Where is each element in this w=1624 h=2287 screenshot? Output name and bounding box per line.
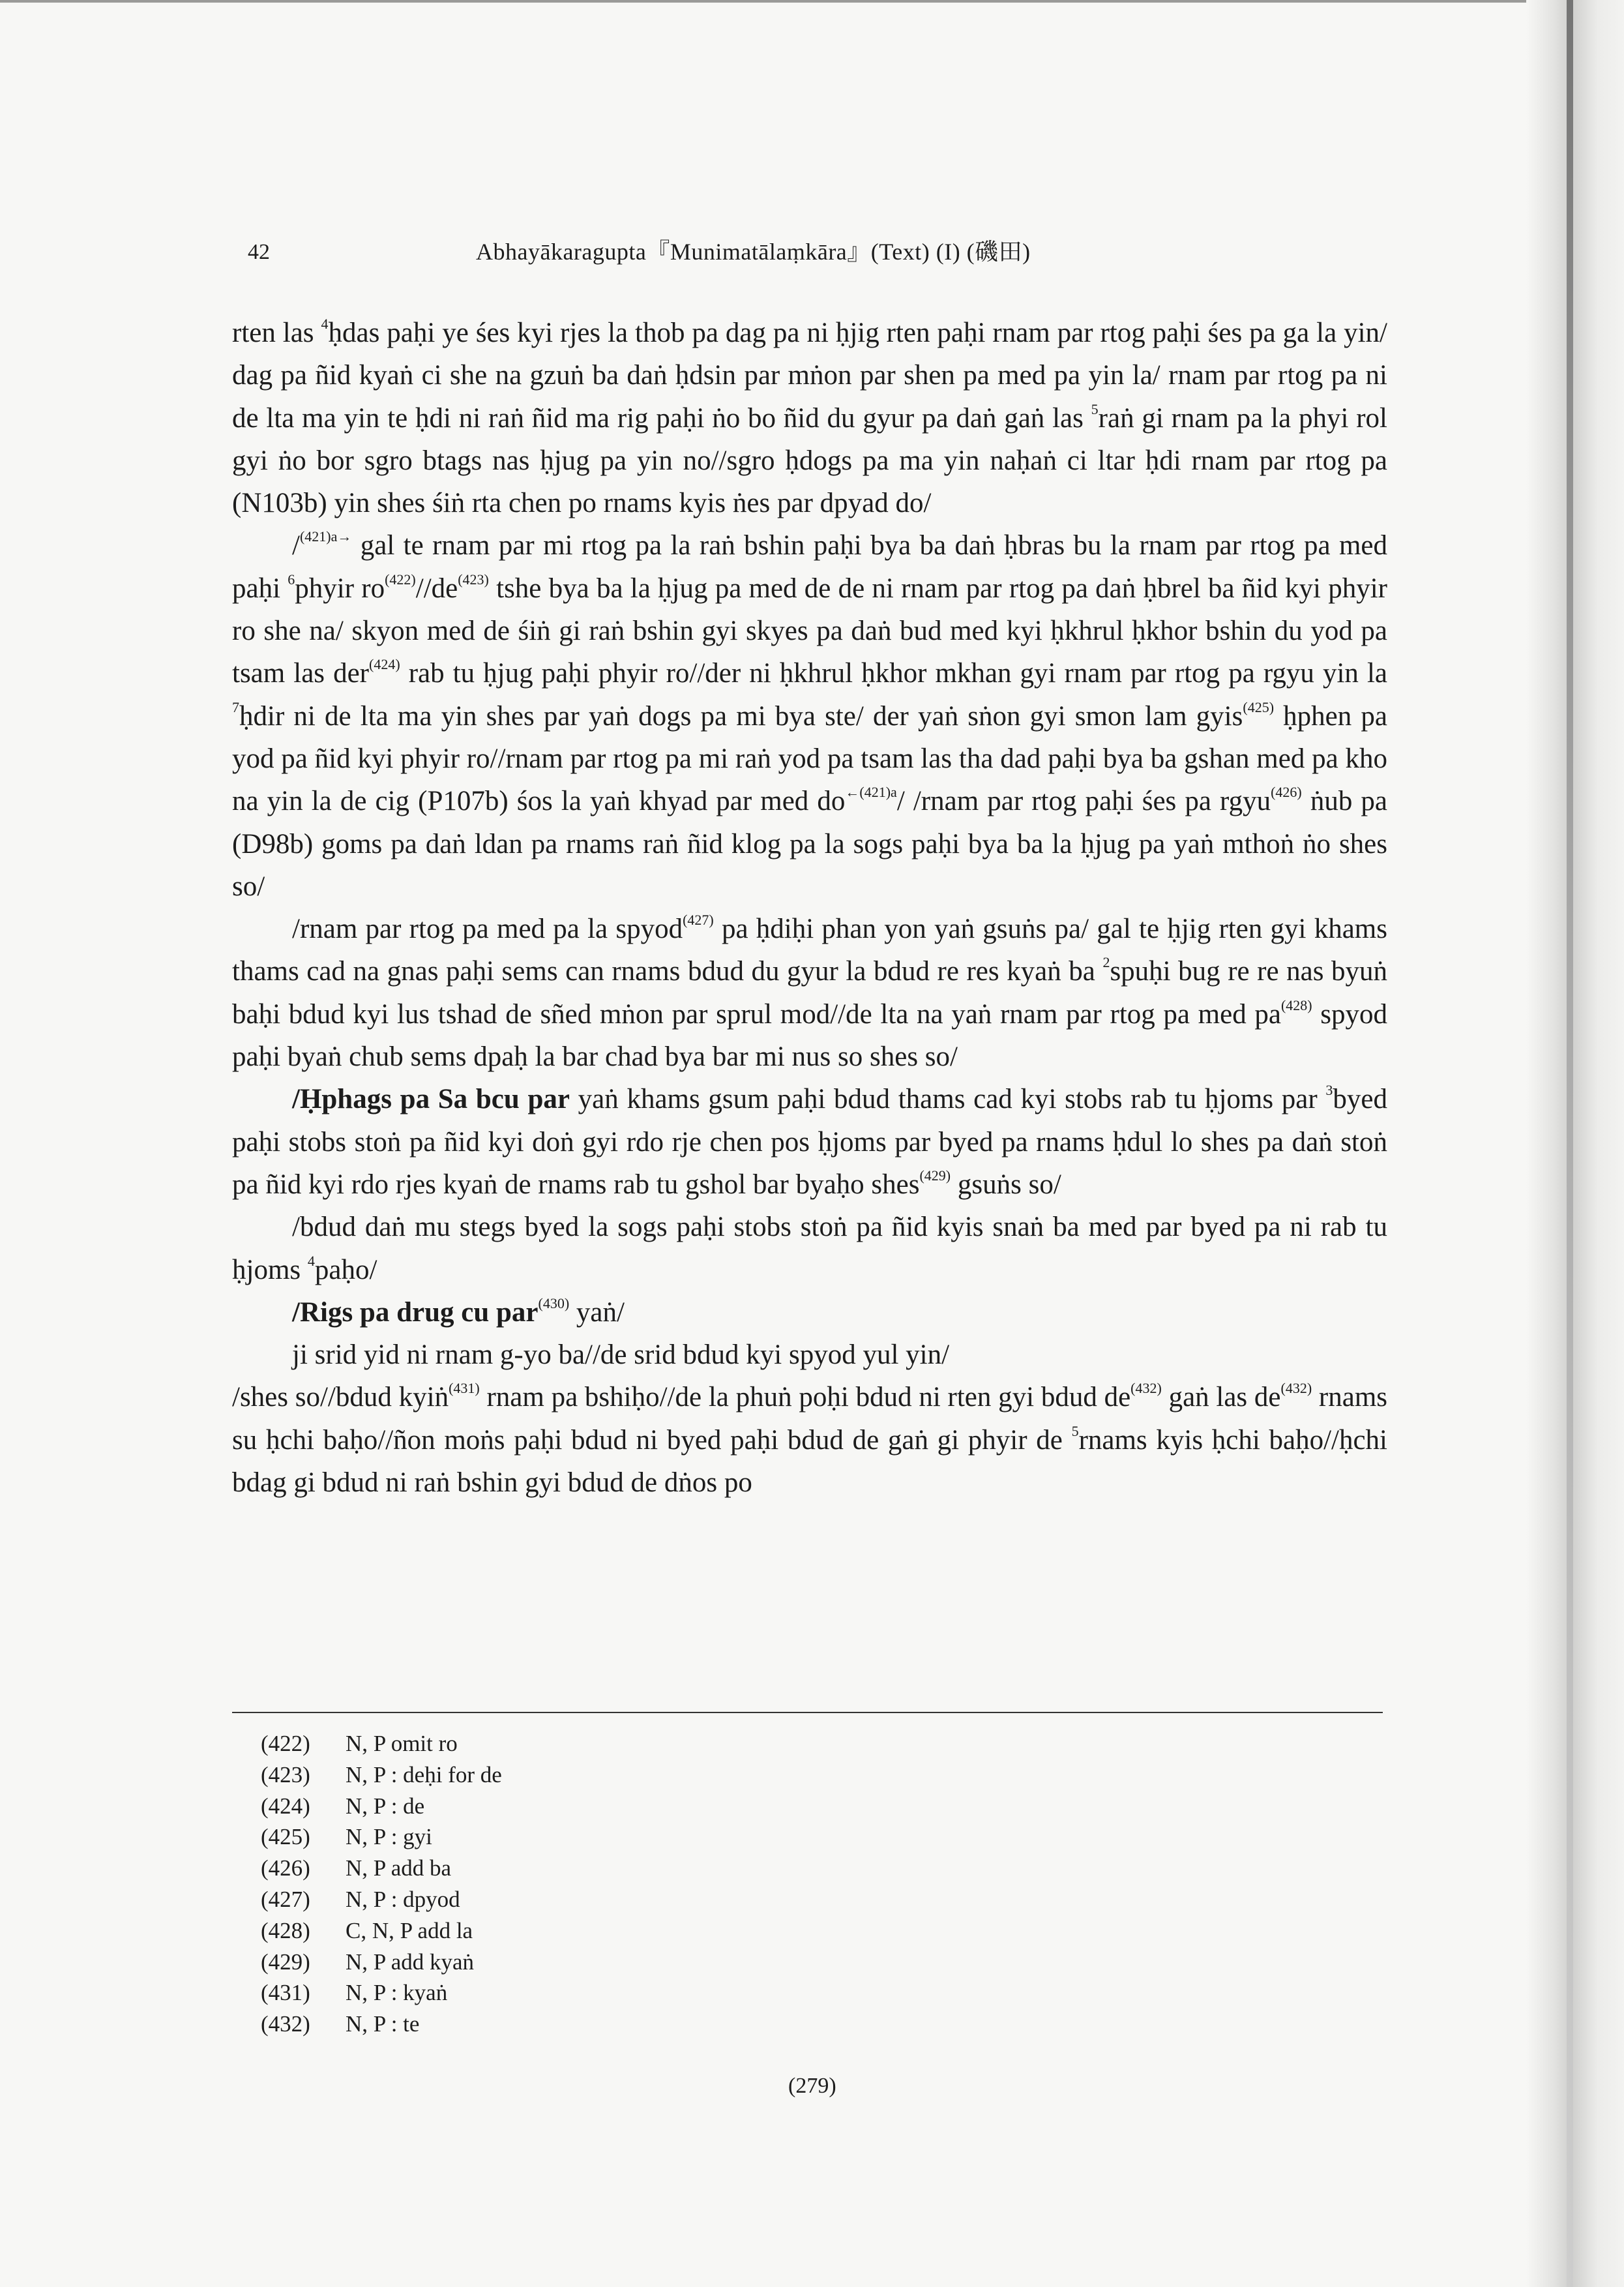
- footnote: (422) N, P omit ro: [261, 1731, 458, 1756]
- footnote: (429) N, P add kyaṅ: [261, 1949, 475, 1975]
- cited-text-title: /Rigs pa drug cu par: [292, 1296, 539, 1328]
- paragraph-6: /Rigs pa drug cu par$^{(430)}$ yaṅ/: [292, 1294, 625, 1328]
- footnote: (426) N, P add ba: [261, 1855, 452, 1881]
- paragraph-5: /bdud daṅ mu stegs byed la sogs paḥi stobs stoṅ pa ñid kyis snaṅ ba med par byed pa ni rab tu ḥjoms $^4$paḥo/: [232, 1212, 1387, 1285]
- footnote: (431) N, P : kyaṅ: [261, 1980, 448, 2006]
- verse-quote: ji srid yid ni rnam g-yo ba//de srid bdud kyi spyod yul yin/: [292, 1339, 950, 1371]
- paragraph-8: /shes so//bdud kyiṅ$^{(431)}$ rnam pa bshiḥo//de la phuṅ poḥi bdud ni rten gyi bdud $de^{(432)}$ gaṅ las $de^{(432)}$ rnams su ḥchi baḥo//ñon moṅs paḥi bdud ni byed paḥi bdud de gaṅ gi phyir de $^5$rnams kyis ḥchi baḥo//ḥchi bdag gi bdud ni raṅ bshin gyi bdud de dṅos po: [232, 1380, 1388, 1499]
- footnote: (427) N, P : dpyod: [261, 1886, 460, 1912]
- running-head: Abhayākaragupta『Munimatālaṃkāra』(Text) (I) (磯田): [476, 239, 1031, 265]
- paragraph-2: /$^{(421)a\to}$ gal te rnam par mi rtog pa la raṅ bshin paḥi bya ba daṅ ḥbras bu la rnam par rtog pa med paḥi $^6$phyir $ro^{(422)}//de^{(423)}$ tshe bya ba la ḥjug pa med de de ni rnam par rtog pa daṅ ḥbrel ba ñid kyi phyir ro she na/ skyon med de śiṅ gi raṅ bshin gyi skyes pa daṅ bud med kyi ḥkhrul ḥkhor bshin du yod pa tsam las der$^{(424)}$ rab tu ḥjug paḥi phyir ro//der ni ḥkhrul ḥkhor mkhan gyi rnam par rtog pa rgyu yin la $^7$ḥdir ni de lta ma yin shes par yaṅ dogs pa mi bya ste/ der yaṅ sṅon gyi smon lam gyis$^{(425)}$ ḥphen pa yod pa ñid kyi phyir ro//rnam par rtog pa mi raṅ yod pa tsam las tha dad paḥi bya ba gshan med pa kho na yin la de cig (P107b) śos la yaṅ khyad par med $do^{\leftarrow(421)a}/$ /rnam par rtog paḥi śes pa rgyu$^{(426)}$ ṅub pa (D98b) goms pa daṅ ldan pa rnams raṅ ñid klog pa la sogs paḥi bya ba la ḥjug pa yaṅ mthoṅ ṅo shes so/: [232, 528, 1388, 902]
- footnote: (423) N, P : deḥi for de: [261, 1761, 502, 1787]
- scan-top-edge: [0, 0, 1539, 3]
- cited-text-title: /Ḥphags pa Sa bcu par: [292, 1084, 570, 1115]
- scan-shadow-line: [1567, 0, 1573, 2287]
- footnote: (428) C, N, P add la: [261, 1917, 473, 1943]
- scan-binding-edge: [1526, 0, 1624, 2287]
- paragraph-3: /rnam par rtog pa med pa la spyod$^{(427)}$ pa ḥdiḥi phan yon yaṅ gsuṅs pa/ gal te ḥjig rten gyi khams thams cad na gnas paḥi sems can rnams bdud du gyur la bdud re res kyaṅ ba $^2$spuḥi bug re re nas byuṅ baḥi bdud kyi lus tshad de sñed mṅon par sprul mod//de lta na yaṅ rnam par rtog pa med $pa^{(428)}$ spyod paḥi byaṅ chub sems dpaḥ la bar chad bya bar mi nus so shes so/: [232, 912, 1387, 1073]
- paragraph-4: /Ḥphags pa Sa bcu par yaṅ khams gsum paḥi bdud thams cad kyi stobs rab tu ḥjoms par $^3$byed paḥi stobs stoṅ pa ñid kyi doṅ gyi rdo rje chen pos ḥjoms par byed pa rnams ḥdul lo shes pa daṅ stoṅ pa ñid kyi rdo rjes kyaṅ de rnams rab tu gshol bar byaḥo shes$^{(429)}$ gsuṅs so/: [232, 1082, 1387, 1200]
- footnote: (432) N, P : te: [261, 2011, 420, 2037]
- footnote: (425) N, P : gyi: [261, 1824, 432, 1850]
- main-text: [232, 312, 1387, 1504]
- paragraph-1: rten las $^4$ḥdas paḥi ye śes kyi rjes la thob pa dag pa ni ḥjig rten paḥi rnam par rtog paḥi śes pa ga la yin/ dag pa ñid kyaṅ ci she na gzuṅ ba daṅ ḥdsin par mṅon par shen pa med pa yin la/ rnam par rtog pa ni de lta ma yin te ḥdi ni raṅ ñid ma rig paḥi ṅo bo ñid du gyur pa daṅ gaṅ las $^5$raṅ gi rnam pa la phyi rol gyi ṅo bor sgro btags nas ḥjug pa yin no//sgro ḥdogs pa ma yin naḥaṅ ci ltar ḥdi rnam par rtog pa (N103b) yin shes śiṅ rta chen po rnams kyis ṅes par dpyad do/: [232, 316, 1388, 519]
- footnote-rule: [232, 1712, 1383, 1713]
- folio-number: (279): [788, 2074, 836, 2098]
- page-number: 42: [248, 240, 270, 264]
- footnotes: [261, 1728, 502, 2040]
- footnote: (424) N, P : de: [261, 1793, 425, 1819]
